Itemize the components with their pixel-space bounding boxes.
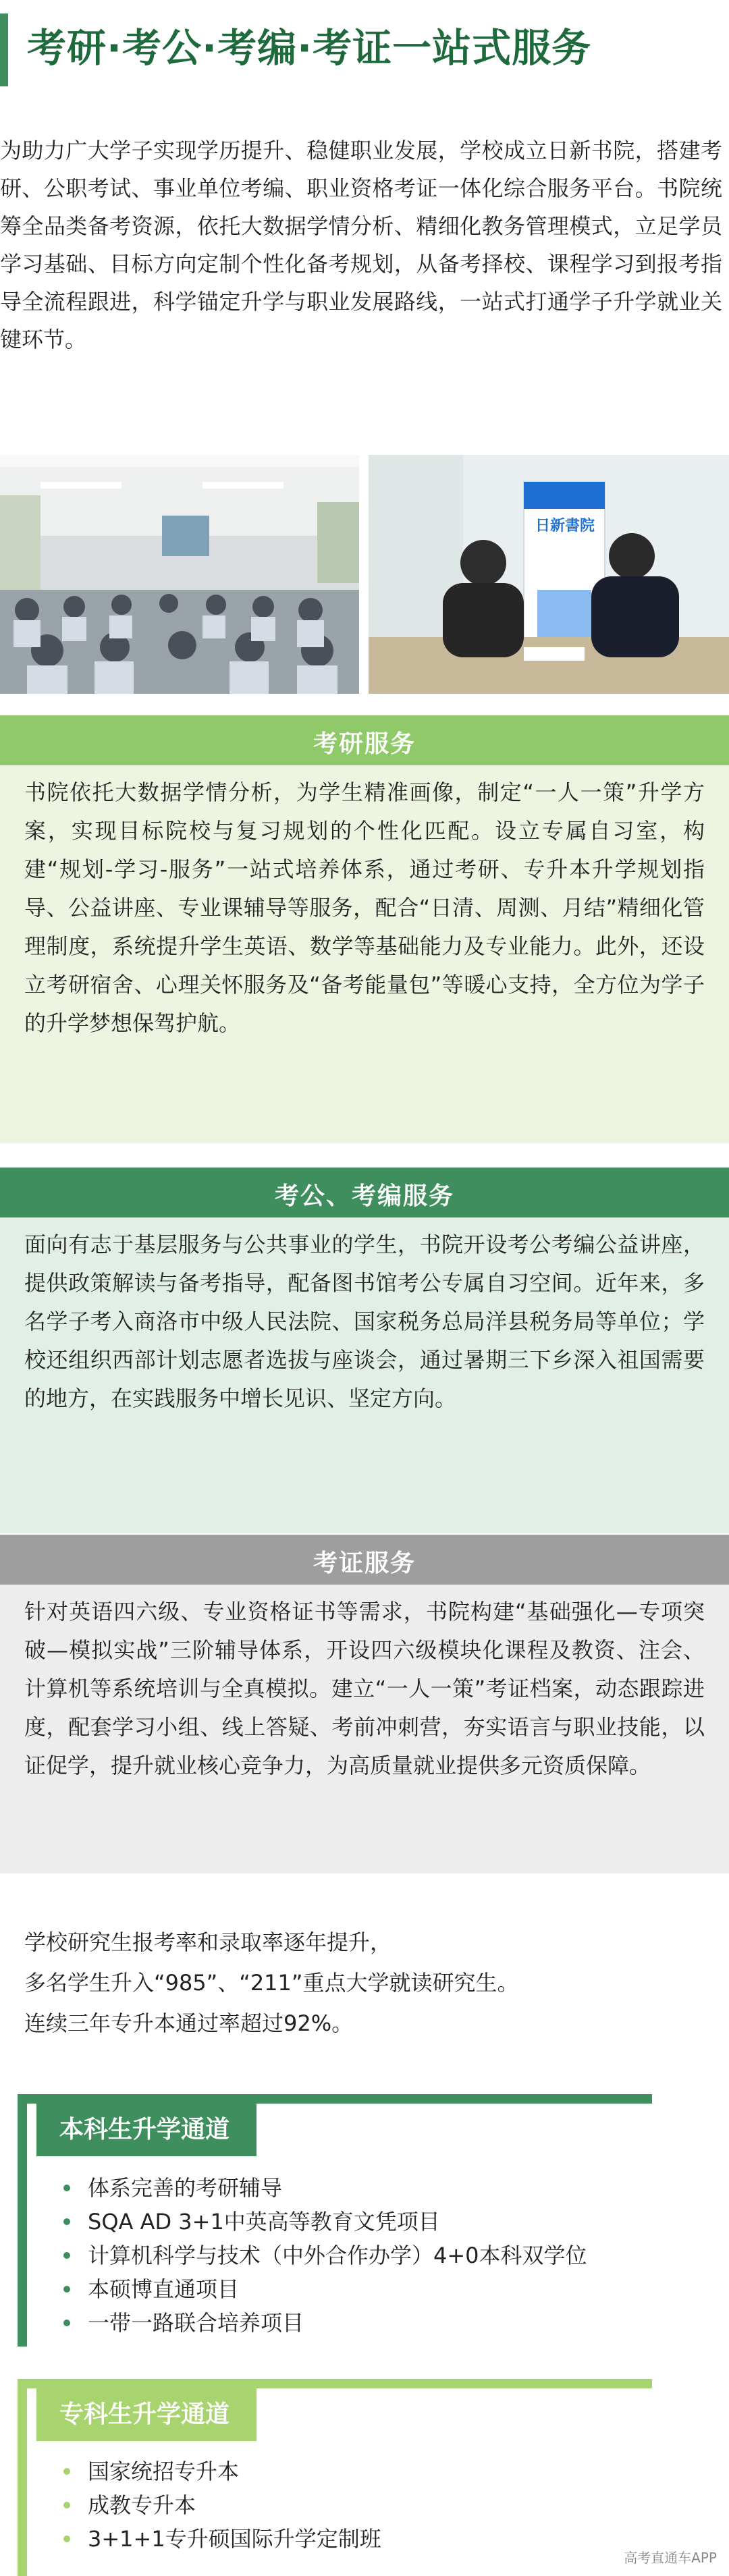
stat-line: 连续三年专升本通过率超过92%。 xyxy=(24,2010,354,2036)
list-item: 一带一路联合培养项目 xyxy=(58,2306,587,2340)
list-item: 国家统招专升本 xyxy=(58,2455,381,2488)
path-list xyxy=(58,2171,587,2340)
section-title: 考公、考编服务 xyxy=(274,1182,454,1210)
section-text: 针对英语四六级、专业资格证书等需求，书院构建“基础强化—专项突破—模拟实战”三阶辅导体系，开设四六级模块化课程及教资、注会、计算机等系统培训与全真模拟。建立“一人一策”考证档案，动态跟踪进度，配套学习小组、线上答疑、考前冲刺营，夯实语言与职业技能，以证促学，提升就业核心竞争力，为高质量就业提供多元资质保障。 xyxy=(24,1599,705,1778)
section-body-kaozheng xyxy=(0,1585,729,1873)
path-list xyxy=(58,2455,381,2556)
intro-paragraph: 为助力广大学子实现学历提升、稳健职业发展，学校成立日新书院，搭建考研、公职考试、事业单位考编、职业资格考证一体化综合服务平台。书院统筹全品类备考资源，依托大数据学情分析、精细化教务管理模式，立足学员学习基础、目标方向定制个性化备考规划，从备考择校、课程学习到报考指导全流程跟进，科学锚定升学与职业发展路线，一站式打通学子升学就业关键环节。 xyxy=(0,138,722,352)
list-item: 体系完善的考研辅导 xyxy=(58,2171,587,2205)
card-side-border xyxy=(18,2379,27,2576)
undergraduate-path-card xyxy=(18,2094,711,2347)
list-item: 本硕博直通项目 xyxy=(58,2272,587,2306)
section-header-kaoyan xyxy=(0,715,729,765)
stat-line: 多名学生升入“985”、“211”重点大学就读研究生。 xyxy=(24,1970,519,1996)
junior-college-path-card xyxy=(18,2379,711,2576)
section-header-kaozheng xyxy=(0,1535,729,1585)
consultation-photo xyxy=(369,455,729,694)
classroom-photo xyxy=(0,455,359,694)
section-body-kaogong xyxy=(0,1217,729,1533)
list-item: 3+1+1专升硕国际升学定制班 xyxy=(58,2522,381,2556)
achievement-stats xyxy=(24,1922,518,2044)
card-title: 本科生升学通道 xyxy=(36,2104,256,2156)
list-item: SQA AD 3+1中英高等教育文凭项目 xyxy=(58,2205,587,2239)
section-title: 考证服务 xyxy=(313,1550,416,1577)
card-top-border xyxy=(18,2379,652,2388)
section-body-kaoyan xyxy=(0,765,729,1143)
card-title: 专科生升学通道 xyxy=(36,2388,256,2441)
list-item: 成教专升本 xyxy=(58,2488,381,2522)
list-item: 计算机科学与技术（中外合作办学）4+0本科双学位 xyxy=(58,2239,587,2272)
card-side-border xyxy=(18,2094,27,2347)
board-text: 日新書院 xyxy=(535,518,595,535)
section-text: 面向有志于基层服务与公共事业的学生，书院开设考公考编公益讲座，提供政策解读与备考指导，配备图书馆考公专属自习空间。近年来，多名学子考入商洛市中级人民法院、国家税务总局洋县税务局等单位；学校还组织西部计划志愿者选拔与座谈会，通过暑期三下乡深入祖国需要的地方，在实践服务中增长见识、坚定方向。 xyxy=(24,1232,705,1411)
section-header-kaogong xyxy=(0,1168,729,1217)
section-text: 书院依托大数据学情分析，为学生精准画像，制定“一人一策”升学方案，实现目标院校与复习规划的个性化匹配。设立专属自习室，构建“规划-学习-服务”一站式培养体系，通过考研、专升本升学规划指导、公益讲座、专业课辅导等服务，配合“日清、周测、月结”精细化管理制度，系统提升学生英语、数学等基础能力及专业能力。此外，还设立考研宿舍、心理关怀服务及“备考能量包”等暖心支持，全方位为学子的升学梦想保驾护航。 xyxy=(24,779,705,1036)
app-watermark: 高考直通车APP xyxy=(624,2550,717,2566)
stat-line: 学校研究生报考率和录取率逐年提升， xyxy=(24,1929,392,1955)
page-header xyxy=(0,0,729,96)
card-top-border xyxy=(18,2094,652,2104)
page-title: 考研·考公·考编·考证一站式服务 xyxy=(27,25,592,71)
title-accent-bar xyxy=(0,13,8,86)
section-title: 考研服务 xyxy=(313,730,416,758)
